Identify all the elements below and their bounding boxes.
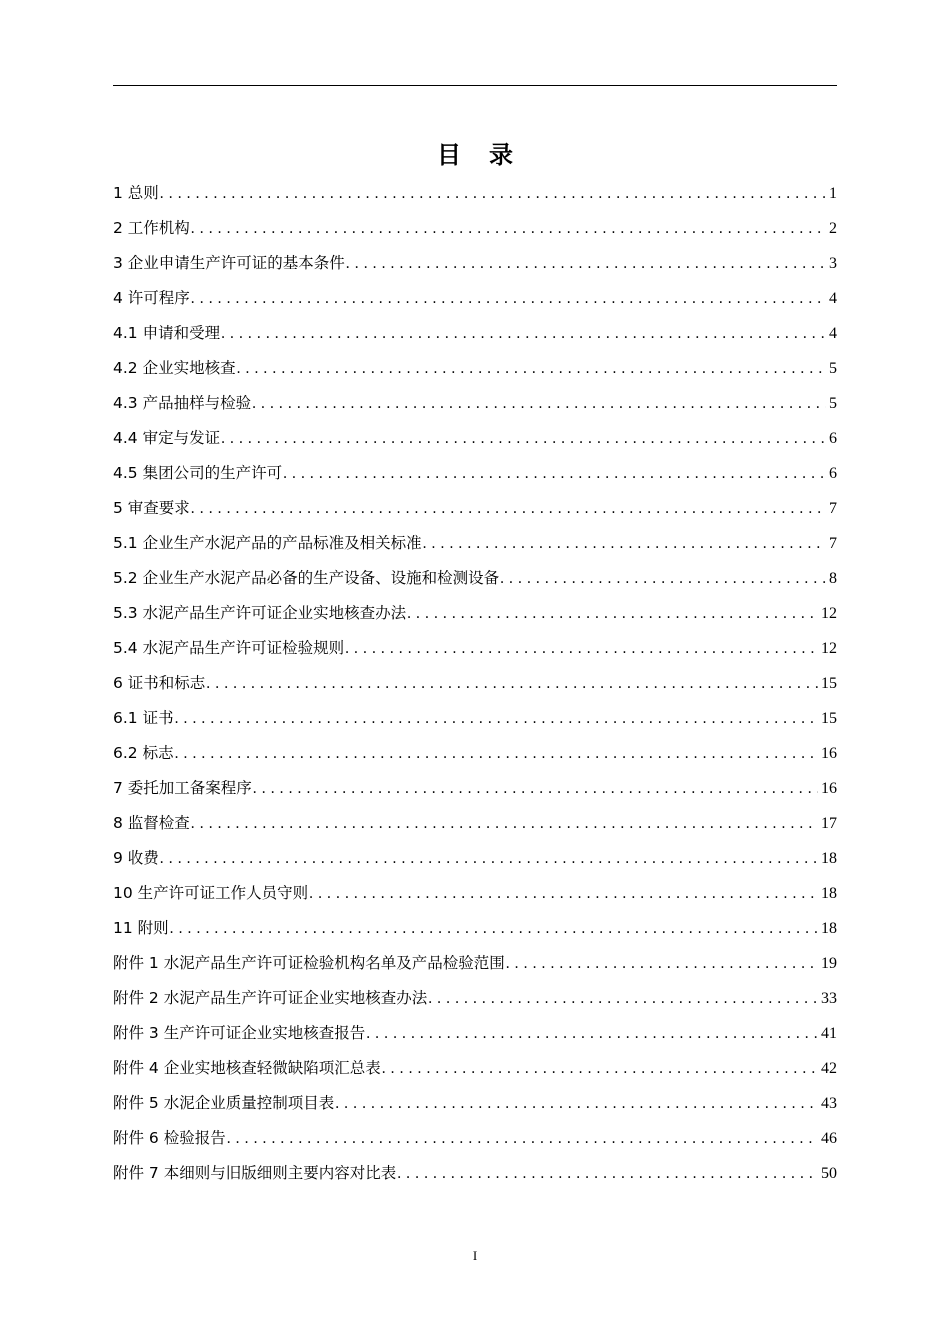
toc-entry-text: 5.1 企业生产水泥产品的产品标准及相关标准	[113, 534, 422, 552]
toc-entry-text: 附件 3 生产许可证企业实地核查报告	[113, 1024, 366, 1042]
toc-entry[interactable]	[113, 736, 837, 771]
toc-dot-leader	[227, 1121, 818, 1156]
toc-entry-text: 6.1 证书	[113, 709, 174, 727]
toc-dot-leader	[283, 456, 826, 491]
toc-entry-text: 5 审查要求	[113, 499, 190, 517]
toc-entry-page: 18	[821, 920, 837, 937]
toc-entry-text: 4 许可程序	[113, 289, 190, 307]
toc-dot-leader	[160, 176, 826, 211]
toc-entry-page: 3	[829, 255, 837, 272]
toc-entry-text: 附件 6 检验报告	[113, 1129, 226, 1147]
toc-entry[interactable]	[113, 281, 837, 316]
toc-entry-page: 6	[829, 430, 837, 447]
toc-entry[interactable]	[113, 246, 837, 281]
toc-dot-leader	[175, 701, 818, 736]
toc-entry-text: 9 收费	[113, 849, 159, 867]
toc-entry-text: 7 委托加工备案程序	[113, 779, 252, 797]
toc-entry-text: 8 监督检查	[113, 814, 190, 832]
toc-entry[interactable]	[113, 946, 837, 981]
toc-entry-page: 1	[829, 185, 837, 202]
toc-dot-leader	[397, 1156, 818, 1191]
toc-entry-page: 5	[829, 395, 837, 412]
toc-entry-page: 5	[829, 360, 837, 377]
toc-dot-leader	[407, 596, 818, 631]
toc-dot-leader	[191, 211, 826, 246]
toc-entry[interactable]	[113, 596, 837, 631]
toc-dot-leader	[382, 1051, 818, 1086]
toc-dot-leader	[170, 911, 818, 946]
toc-entry[interactable]	[113, 841, 837, 876]
toc-dot-leader	[428, 981, 818, 1016]
toc-entry-text: 5.2 企业生产水泥产品必备的生产设备、设施和检测设备	[113, 569, 500, 587]
toc-entry-text: 附件 5 水泥企业质量控制项目表	[113, 1094, 335, 1112]
toc-entry[interactable]	[113, 386, 837, 421]
toc-entry[interactable]	[113, 491, 837, 526]
toc-entry-text: 1 总则	[113, 184, 159, 202]
toc-entry[interactable]	[113, 981, 837, 1016]
toc-entry-text: 10 生产许可证工作人员守则	[113, 884, 309, 902]
toc-entry[interactable]	[113, 666, 837, 701]
toc-entry[interactable]	[113, 631, 837, 666]
toc-entry-page: 12	[821, 605, 837, 622]
toc-entry-page: 4	[829, 325, 837, 342]
toc-entry-page: 16	[821, 745, 837, 762]
toc-dot-leader	[191, 491, 826, 526]
toc-dot-leader	[206, 666, 818, 701]
toc-dot-leader	[221, 421, 826, 456]
toc-entry[interactable]	[113, 771, 837, 806]
toc-entry-text: 6.2 标志	[113, 744, 174, 762]
toc-entry-page: 43	[821, 1095, 837, 1112]
toc-entry-page: 4	[829, 290, 837, 307]
toc-dot-leader	[252, 386, 826, 421]
toc-dot-leader	[191, 281, 826, 316]
toc-dot-leader	[221, 316, 826, 351]
toc-entry-page: 15	[821, 675, 837, 692]
toc-entry-text: 4.3 产品抽样与检验	[113, 394, 252, 412]
toc-dot-leader	[423, 526, 826, 561]
toc-entry-page: 50	[821, 1165, 837, 1182]
toc-entry[interactable]	[113, 211, 837, 246]
toc-entry-page: 41	[821, 1025, 837, 1042]
toc-entry[interactable]	[113, 1086, 837, 1121]
toc-entry-text: 2 工作机构	[113, 219, 190, 237]
toc-entry-page: 46	[821, 1130, 837, 1147]
toc-entry-text: 附件 2 水泥产品生产许可证企业实地核查办法	[113, 989, 428, 1007]
toc-entry-page: 15	[821, 710, 837, 727]
toc-entry-text: 5.4 水泥产品生产许可证检验规则	[113, 639, 345, 657]
toc-dot-leader	[191, 806, 818, 841]
toc-entry-page: 18	[821, 885, 837, 902]
toc-entry-page: 16	[821, 780, 837, 797]
toc-entry-page: 7	[829, 500, 837, 517]
toc-entry-page: 2	[829, 220, 837, 237]
toc-dot-leader	[309, 876, 818, 911]
toc-entry[interactable]	[113, 876, 837, 911]
toc-entry-page: 6	[829, 465, 837, 482]
toc-entry-text: 附件 1 水泥产品生产许可证检验机构名单及产品检验范围	[113, 954, 505, 972]
toc-entry[interactable]	[113, 701, 837, 736]
toc-entry-page: 17	[821, 815, 837, 832]
toc-entry-page: 8	[829, 570, 837, 587]
toc-dot-leader	[335, 1086, 818, 1121]
toc-entry-text: 附件 7 本细则与旧版细则主要内容对比表	[113, 1164, 397, 1182]
toc-entry-text: 3 企业申请生产许可证的基本条件	[113, 254, 345, 272]
toc-entry-text: 11 附则	[113, 919, 169, 937]
toc-entry[interactable]	[113, 526, 837, 561]
toc-dot-leader	[345, 631, 818, 666]
toc-dot-leader	[346, 246, 826, 281]
toc-entry-text: 4.5 集团公司的生产许可	[113, 464, 283, 482]
toc-entry-page: 12	[821, 640, 837, 657]
toc-entry-text: 附件 4 企业实地核查轻微缺陷项汇总表	[113, 1059, 381, 1077]
toc-entry[interactable]	[113, 456, 837, 491]
toc-entry-text: 4.4 审定与发证	[113, 429, 221, 447]
toc-entry-text: 5.3 水泥产品生产许可证企业实地核查办法	[113, 604, 407, 622]
toc-entry[interactable]	[113, 176, 837, 211]
toc-dot-leader	[366, 1016, 818, 1051]
toc-dot-leader	[506, 946, 818, 981]
toc-entry[interactable]	[113, 561, 837, 596]
toc-entry[interactable]	[113, 1156, 837, 1191]
toc-title: 目录	[437, 141, 541, 169]
toc-entry[interactable]	[113, 911, 837, 946]
toc-entry[interactable]	[113, 806, 837, 841]
toc-entry-page: 18	[821, 850, 837, 867]
toc-entry[interactable]	[113, 351, 837, 386]
toc-dot-leader	[237, 351, 826, 386]
toc-list	[113, 176, 837, 1191]
toc-entry-page: 33	[821, 990, 837, 1007]
page-number: I	[472, 1248, 478, 1263]
header-rule	[113, 85, 837, 86]
toc-entry[interactable]	[113, 421, 837, 456]
toc-entry[interactable]	[113, 316, 837, 351]
toc-dot-leader	[253, 771, 818, 806]
toc-dot-leader	[175, 736, 818, 771]
toc-entry-text: 4.1 申请和受理	[113, 324, 221, 342]
toc-dot-leader	[160, 841, 818, 876]
toc-dot-leader	[500, 561, 826, 596]
toc-entry[interactable]	[113, 1051, 837, 1086]
toc-entry-text: 6 证书和标志	[113, 674, 206, 692]
toc-entry-page: 19	[821, 955, 837, 972]
toc-entry[interactable]	[113, 1016, 837, 1051]
toc-entry-page: 42	[821, 1060, 837, 1077]
toc-entry-page: 7	[829, 535, 837, 552]
toc-entry-text: 4.2 企业实地核查	[113, 359, 236, 377]
toc-entry[interactable]	[113, 1121, 837, 1156]
